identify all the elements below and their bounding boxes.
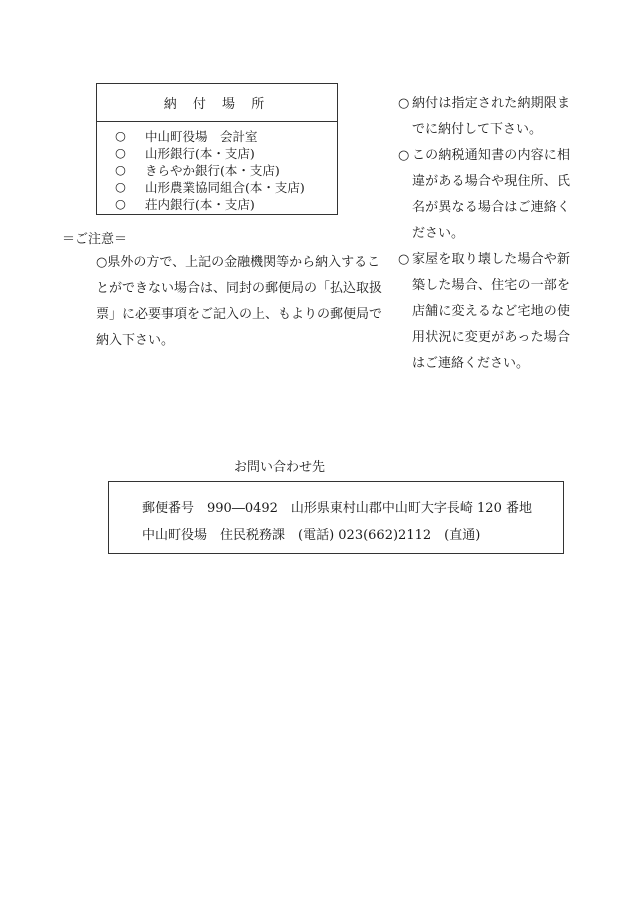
list-item [115,195,331,212]
list-item [115,144,331,161]
notice-text: ○県外の方で、上記の金融機関等から納入することができない場合は、同封の郵便局の「払込取扱票」に必要事項をご記入の上、もよりの郵便局で納入下さい。 [96,255,383,348]
circle-mark-icon: ○ [398,96,410,111]
payment-location-name: 山形農業協同組合(本・支店) [145,179,305,195]
contact-phone: 中山町役場 住民税務課 (電話) 023(662)2112 (直通) [142,528,481,543]
list-item [115,161,331,178]
note-item [398,91,570,143]
payment-location-name: 荘内銀行(本・支店) [145,196,255,212]
contact-box [108,481,564,554]
payment-location-name: 中山町役場 会計室 [145,128,258,144]
note-item [398,247,570,377]
payment-location-title: 納 付 場 所 [97,84,337,122]
note-item [398,143,570,247]
note-text: この納税通知書の内容に相違がある場合や現住所、氏名が異なる場合はご連絡ください。 [412,148,570,241]
list-item [115,127,331,144]
circle-mark-icon: ○ [398,252,410,267]
payment-location-name: 山形銀行(本・支店) [145,145,255,161]
circle-mark-icon: ○ [115,128,126,143]
circle-mark-icon: ○ [115,145,126,160]
payment-location-box [96,83,338,215]
circle-mark-icon: ○ [115,162,126,177]
circle-mark-icon: ○ [115,179,126,194]
payment-location-list [115,127,331,212]
circle-mark-icon: ○ [398,148,410,163]
note-text: 納付は指定された納期限までに納付して下さい。 [412,96,570,137]
circle-mark-icon: ○ [115,196,126,211]
notice-heading: ＝ご注意＝ [62,232,128,247]
contact-title: お問い合わせ先 [222,459,337,477]
contact-address: 郵便番号 990―0492 山形県東村山郡中山町大字長崎 120 番地 [142,501,532,516]
payment-location-name: きらやか銀行(本・支店) [145,162,280,178]
note-text: 家屋を取り壊した場合や新築した場合、住宅の一部を店舗に変えるなど宅地の使用状況に変更があった場合はご連絡ください。 [412,252,570,371]
right-notes [398,91,570,377]
list-item [115,178,331,195]
